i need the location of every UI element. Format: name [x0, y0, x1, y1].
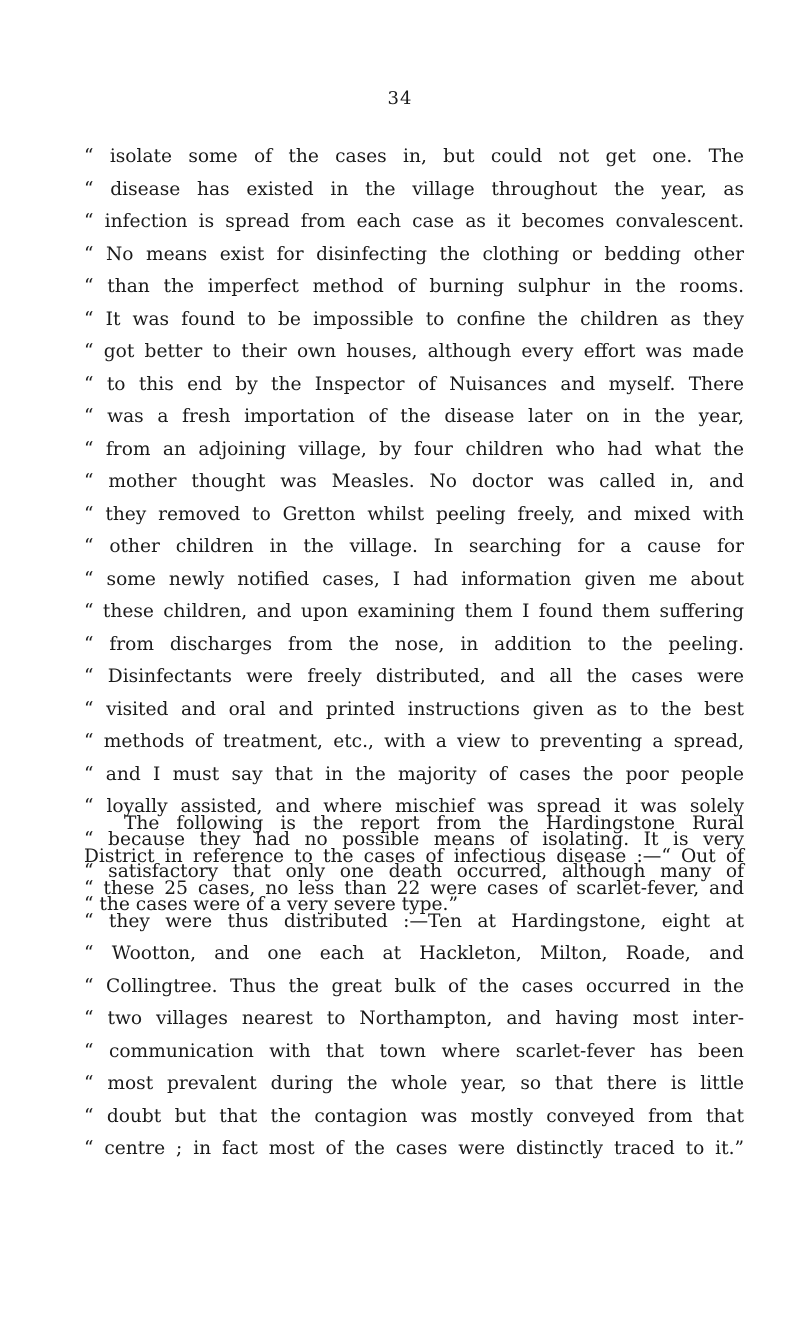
text-line: District in reference to the cases of infectious disease :—“ Out of: [84, 845, 744, 867]
text-line: “ two villages nearest to Northampton, and having most inter-: [84, 1008, 744, 1029]
text-line: “ Disinfectants were freely distributed, and all the cases were: [84, 666, 744, 687]
text-line: “ Collingtree. Thus the great bulk of the cases occurred in the: [84, 975, 744, 997]
text-line: “ communication with that town where scarlet-fever has been: [84, 1040, 744, 1062]
text-line: “ they removed to Gretton whilst peeling freely, and mixed with: [84, 503, 744, 525]
text-line: “ No means exist for disinfecting the clothing or bedding other: [84, 243, 744, 265]
text-line: “ these children, and upon examining them I found them suffering: [84, 601, 744, 622]
text-line: “ from an adjoining village, by four children who had what the: [84, 438, 744, 460]
text-line: “ the cases were of a very severe type.”: [84, 893, 458, 915]
text-line: “ satisfactory that only one death occurred, although many of: [84, 861, 744, 882]
text-line: “ these 25 cases, no less than 22 were cases of scarlet-fever, and: [84, 878, 744, 899]
text-line: “ than the imperfect method of burning sulphur in the rooms.: [84, 276, 744, 297]
text-line: “ centre ; in fact most of the cases were distinctly traced to it.”: [84, 1138, 744, 1159]
text-line: “ It was found to be impossible to confine the children as they: [84, 308, 744, 330]
text-line: “ to this end by the Inspector of Nuisances and myself. There: [84, 373, 744, 395]
paragraph-hardingstone-report: [84, 808, 744, 1166]
text-line: The following is the report from the Hardingstone Rural: [124, 813, 744, 834]
text-line: “ loyally assisted, and where mischief was spread it was solely: [84, 796, 744, 817]
text-line: “ doubt but that the contagion was mostly conveyed from that: [84, 1105, 744, 1127]
text-line: “ because they had no possible means of isolating. It is very: [84, 828, 744, 850]
text-line: “ was a fresh importation of the disease later on in the year,: [84, 406, 744, 427]
paragraph-quoted-report: [84, 141, 744, 921]
text-line: “ infection is spread from each case as it becomes convalescent.: [84, 211, 744, 232]
text-line: “ got better to their own houses, although every effort was made: [84, 341, 744, 362]
page-number: 34: [387, 88, 413, 109]
text-line: “ visited and oral and printed instructions given as to the best: [84, 698, 744, 720]
text-line: “ some newly notified cases, I had information given me about: [84, 568, 744, 590]
text-line: “ disease has existed in the village throughout the year, as: [84, 178, 744, 200]
text-line: “ isolate some of the cases in, but could not get one. The: [84, 146, 744, 167]
text-line: “ they were thus distributed :—Ten at Hardingstone, eight at: [84, 910, 744, 932]
text-line: “ from discharges from the nose, in addition to the peeling.: [84, 633, 744, 655]
text-line: “ other children in the village. In searching for a cause for: [84, 536, 744, 557]
text-line: “ methods of treatment, etc., with a view to preventing a spread,: [84, 731, 744, 752]
text-line: “ mother thought was Measles. No doctor was called in, and: [84, 471, 744, 492]
text-line: “ Wootton, and one each at Hackleton, Milton, Roade, and: [84, 943, 744, 964]
text-line: “ and I must say that in the majority of cases the poor people: [84, 763, 744, 785]
text-line: “ most prevalent during the whole year, so that there is little: [84, 1073, 744, 1094]
